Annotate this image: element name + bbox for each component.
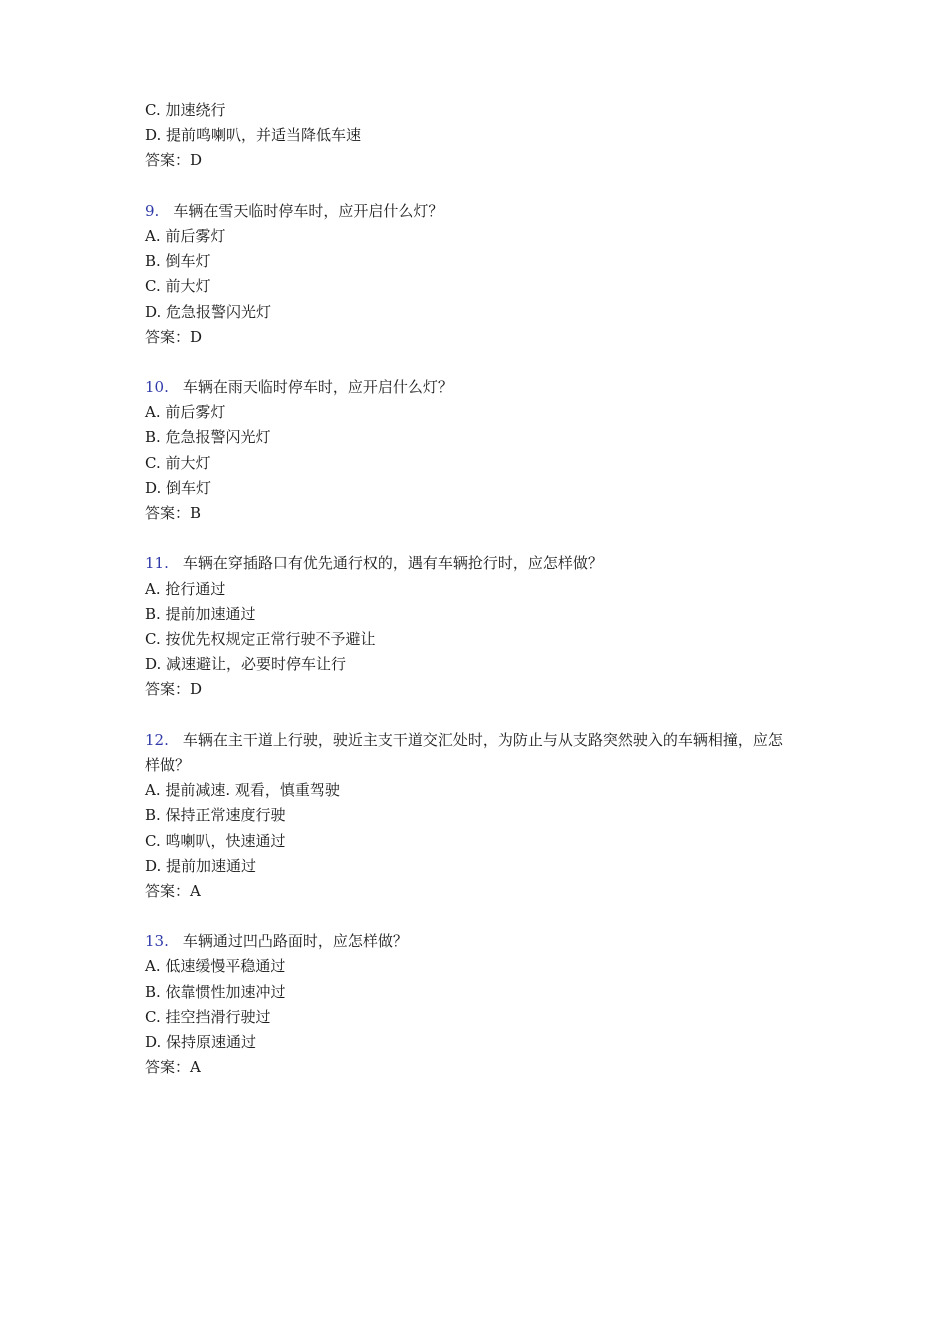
question-title-13 bbox=[145, 929, 785, 954]
spacer bbox=[145, 703, 805, 728]
option-b: B. 危急报警闪光灯 bbox=[145, 428, 271, 447]
question-text: 车辆通过凹凸路面时，应怎样做？ bbox=[182, 932, 408, 951]
option-a: A. 前后雾灯 bbox=[145, 226, 226, 245]
option-b: B. 保持正常速度行驶 bbox=[145, 806, 286, 825]
spacer bbox=[145, 174, 805, 199]
option-b: B. 依靠惯性加速冲过 bbox=[145, 982, 286, 1001]
option-d: D. 提前加速通过 bbox=[145, 856, 257, 875]
option-d: D. 危急报警闪光灯 bbox=[145, 302, 272, 321]
option-d: D. 倒车灯 bbox=[145, 478, 212, 497]
spacer bbox=[145, 904, 805, 929]
question-number: 10. bbox=[145, 378, 169, 397]
option-d: D. 减速避让，必要时停车让行 bbox=[145, 655, 347, 674]
question-text: 车辆在穿插路口有优先通行权的，遇有车辆抢行时，应怎样做？ bbox=[182, 554, 603, 573]
option-c: C. 前大灯 bbox=[145, 453, 211, 472]
option-a: A. 前后雾灯 bbox=[145, 403, 226, 422]
option-a: A. 低速缓慢平稳通过 bbox=[145, 957, 286, 976]
question-title-12 bbox=[145, 728, 785, 778]
question-text: 车辆在雨天临时停车时，应开启什么灯？ bbox=[182, 378, 453, 397]
option-d: D. 保持原速通过 bbox=[145, 1033, 257, 1052]
option-a: A. 抢行通过 bbox=[145, 579, 226, 598]
option-c: C. 前大灯 bbox=[145, 277, 211, 296]
option-c: C. 挂空挡滑行驶过 bbox=[145, 1007, 271, 1026]
answer: 答案：B bbox=[145, 504, 202, 523]
answer: 答案：A bbox=[145, 1058, 201, 1077]
document-page bbox=[145, 98, 805, 1080]
question-text: 车辆在主干道上行驶，驶近主支干道交汇处时，为防止与从支路突然驶入的车辆相撞，应怎样做？ bbox=[145, 730, 783, 774]
question-number: 11. bbox=[145, 554, 169, 573]
question-text: 车辆在雪天临时停车时，应开启什么灯？ bbox=[173, 201, 444, 220]
question-title-9 bbox=[145, 199, 785, 224]
option-d: D. 提前鸣喇叭，并适当降低车速 bbox=[145, 126, 362, 145]
answer: 答案：D bbox=[145, 327, 203, 346]
option-a: A. 提前减速. 观看，慎重驾驶 bbox=[145, 781, 340, 800]
option-b: B. 倒车灯 bbox=[145, 252, 211, 271]
option-b: B. 提前加速通过 bbox=[145, 604, 256, 623]
question-number: 9. bbox=[145, 201, 160, 220]
answer: 答案：D bbox=[145, 680, 203, 699]
option-c: C. 加速绕行 bbox=[145, 101, 226, 119]
spacer bbox=[145, 350, 805, 375]
question-title-10 bbox=[145, 375, 785, 400]
question-number: 12. bbox=[145, 730, 169, 749]
answer: 答案：D bbox=[145, 151, 203, 170]
option-c: C. 鸣喇叭，快速通过 bbox=[145, 831, 286, 850]
question-title-11 bbox=[145, 551, 785, 576]
spacer bbox=[145, 526, 805, 551]
option-c: C. 按优先权规定正常行驶不予避让 bbox=[145, 629, 376, 648]
question-number: 13. bbox=[145, 932, 169, 951]
answer: 答案：A bbox=[145, 881, 201, 900]
